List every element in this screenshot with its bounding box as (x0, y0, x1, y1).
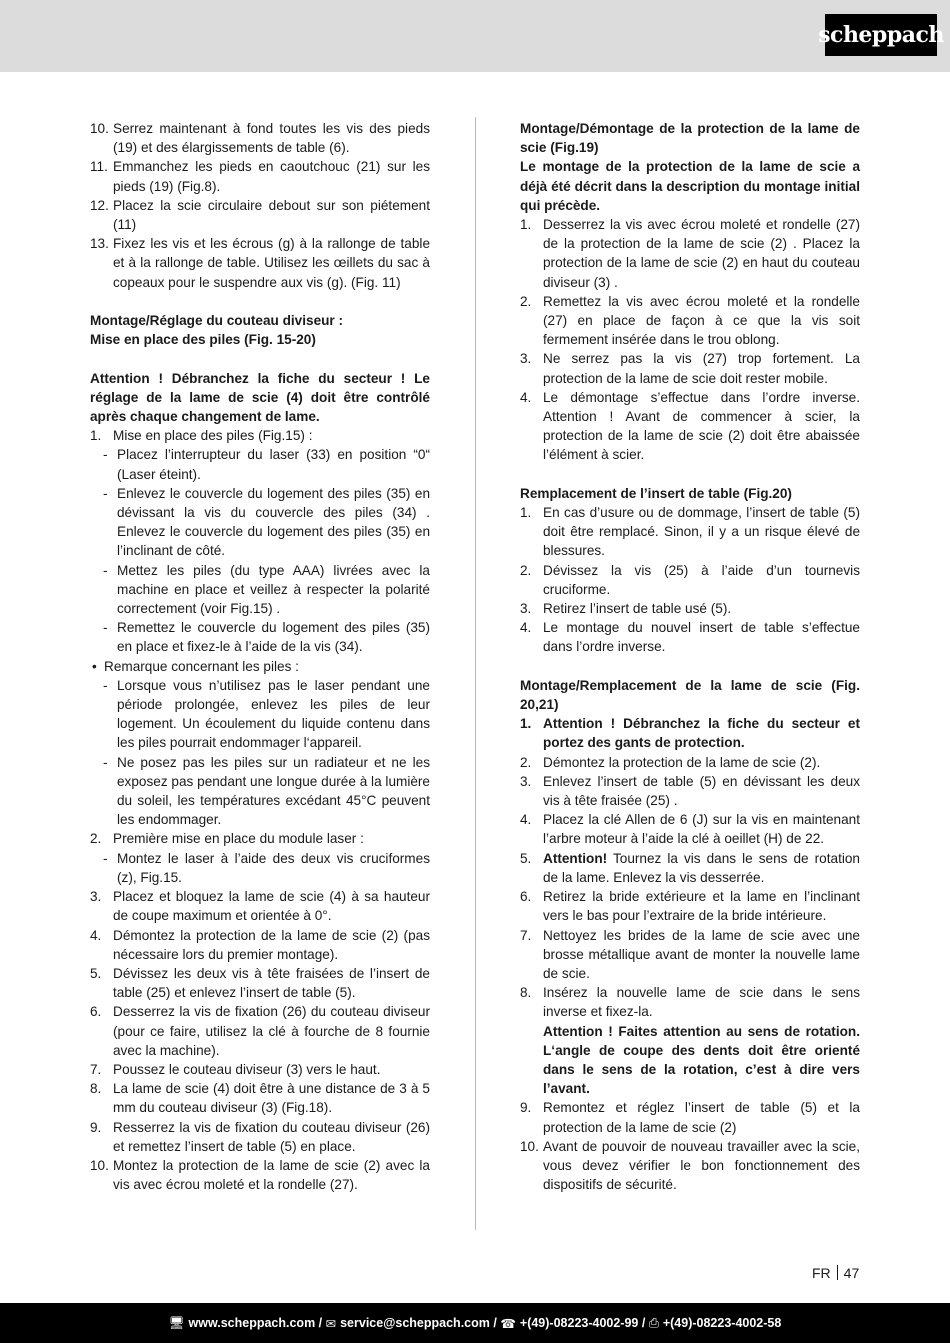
paragraph-gap (520, 657, 860, 676)
list-item-number: 4. (520, 812, 532, 828)
list-item (520, 772, 860, 810)
dash-item (90, 484, 430, 561)
dash-marker: - (103, 562, 108, 578)
list-item (520, 887, 860, 925)
list-item-text: Tournez la vis dans le sens de rotation de la lame. Enlevez la vis desserrée. (543, 850, 860, 885)
dash-marker: - (103, 620, 108, 636)
list-item-text: Démontez la protection de la lame de scie (2) (pas nécessaire lors du premier montage). (113, 927, 430, 962)
bullet-item (90, 657, 430, 676)
list-item (90, 1156, 430, 1194)
dash-item (90, 676, 430, 753)
right-column (520, 119, 860, 1194)
section-heading: Remplacement de l’insert de table (Fig.20) (520, 485, 792, 501)
list-item-number: 1. (520, 505, 532, 521)
list-item-number: 10. (90, 121, 109, 136)
list-item-text: Enlevez l’insert de table (5) en dévissant les deux vis à tête fraisée (25) . (543, 773, 860, 809)
list-item-number: 4. (520, 389, 532, 405)
dash-item (90, 445, 430, 483)
footer-phone: +(49)-08223-4002-99 / (519, 1316, 646, 1330)
list-item-text: Attention ! Débranchez la fiche du secteur et portez des gants de protection. (543, 716, 860, 751)
list-item (520, 292, 860, 350)
page-number (812, 1265, 859, 1281)
list-item-text: Ne serrez pas la vis (27) trop fortement. La protection de la lame de scie doit rester mobile. (543, 351, 860, 386)
list-item-number: 9. (520, 1100, 532, 1116)
footer-fax: +(49)-08223-4002-58 (662, 1316, 782, 1330)
dash-marker: - (103, 447, 108, 463)
dash-item-text: Remettez le couvercle du logement des piles (35) en place et fixez-le à l’aide de la vis (34). (117, 620, 430, 655)
list-item (520, 1137, 860, 1195)
list-item-number: 9. (90, 1119, 102, 1135)
section-heading: Montage/Remplacement de la lame de scie (Fig. 20,21) (520, 677, 860, 713)
footer-bar (0, 1303, 950, 1343)
list-item (90, 196, 430, 234)
section-heading: Le montage de la protection de la lame de scie a déjà été décrit dans la description du montage initial qui précède. (520, 159, 860, 213)
list-item-text: Retirez la bride extérieure et la lame en l’inclinant vers le bas pour l’extraire de la bride intérieure. (543, 889, 860, 924)
list-item-number: 5. (520, 850, 532, 866)
list-item (520, 926, 860, 984)
list-item (520, 618, 860, 656)
list-item (90, 426, 430, 445)
list-item-number: 1. (520, 716, 532, 732)
list-item-number: 12. (90, 197, 109, 213)
scheppach-logo: scheppach (825, 14, 937, 56)
list-item (520, 849, 860, 887)
list-item-text: Le montage du nouvel insert de table s’effectue dans l’ordre inverse. (543, 620, 860, 655)
list-item-text: Avant de pouvoir de nouveau travailler avec la scie, vous devez vérifier le bon fonctionnement des dispositifs de sécurité. (543, 1138, 860, 1193)
list-item-text: Retirez l’insert de table usé (5). (543, 601, 732, 617)
dash-item-text: Enlevez le couvercle du logement des piles (35) en dévissant la vis du couvercle des piles (34) . Enlevez le couvercle du logement des piles (35) en l’inclinant de côté. (117, 485, 430, 559)
list-item-text: Première mise en place du module laser : (113, 831, 364, 847)
list-item (520, 215, 860, 292)
list-item-text: Resserrez la vis de fixation du couteau diviseur (26) et remettez l’insert de table (5) en place. (113, 1119, 430, 1154)
list-item-text: Emmanchez les pieds en caoutchouc (21) sur les pieds (19) (Fig.8). (113, 159, 430, 194)
list-item-number: 2. (520, 293, 532, 309)
page-language: FR (812, 1265, 831, 1281)
list-item-number: 5. (90, 965, 102, 981)
column-divider (475, 117, 476, 1230)
dash-item-text: Ne posez pas les piles sur un radiateur et ne les exposez pas pendant une longue durée à la lumière du soleil, les températures excédant 45°C peuvent les endommager. (117, 754, 430, 828)
page-number-value: 47 (843, 1265, 860, 1281)
list-item-number: 8. (520, 985, 532, 1001)
dash-item-text: Placez l’interrupteur du laser (33) en position “0“ (Laser éteint). (117, 447, 430, 482)
list-item (90, 829, 430, 848)
list-item-text: Dévissez la vis (25) à l’aide d’un tournevis cruciforme. (543, 562, 860, 597)
dash-item (90, 849, 430, 887)
list-item (520, 983, 860, 1021)
list-item-text: Poussez le couteau diviseur (3) vers le haut. (113, 1061, 381, 1077)
dash-item-text: Mettez les piles (du type AAA) livrées avec la machine en place et veillez à respecter la polarité correctement (voir Fig.15) . (117, 562, 430, 617)
list-item (90, 1079, 430, 1117)
bullet-marker: • (92, 658, 97, 674)
page-number-separator (837, 1265, 838, 1280)
left-column (90, 119, 430, 1194)
list-item (520, 599, 860, 618)
dash-item-text: Lorsque vous n’utilisez pas le laser pendant une période prolongée, enlevez les piles de leur logement. Un écoulement du liquide contenu dans les piles pourrait endommager l‘appareil. (117, 677, 430, 751)
section-heading: Mise en place des piles (Fig. 15-20) (90, 332, 316, 348)
list-item-text: Insérez la nouvelle lame de scie dans le sens inverse et fixez-la. (543, 985, 860, 1020)
dash-marker: - (103, 485, 108, 501)
list-item-number: 10. (90, 1157, 109, 1173)
list-item-text: Placez la scie circulaire debout sur son piétement (11) (113, 197, 430, 233)
list-item-number: 8. (90, 1081, 102, 1097)
list-item (90, 234, 430, 292)
warning-note (520, 1022, 860, 1099)
list-item (520, 714, 860, 752)
list-item-number: 7. (90, 1061, 102, 1077)
list-item-number: 1. (90, 428, 102, 444)
list-item-text: Montez la protection de la lame de scie (2) avec la vis avec écrou moleté et la rondelle (27). (113, 1157, 430, 1193)
paragraph-gap (520, 465, 860, 484)
paragraph-gap (90, 292, 430, 311)
section-heading: Attention ! Débranchez la fiche du secteur ! Le réglage de la lame de scie (4) doit être contrôlé après chaque changement de lame. (90, 370, 430, 425)
list-item (90, 1002, 430, 1060)
footer-website[interactable]: www.scheppach.com / (188, 1316, 323, 1330)
list-item-text: Remontez et réglez l’insert de table (5) et la protection de la lame de scie (2) (543, 1100, 860, 1135)
list-item-text: Serrez maintenant à fond toutes les vis des pieds (19) et des élargissements de table (6). (113, 121, 430, 156)
list-item-text: Placez et bloquez la lame de scie (4) à sa hauteur de coupe maximum et orientée à 0°. (113, 889, 430, 924)
warning-note-text: Attention ! Faites attention au sens de rotation. L‘angle de coupe des dents doit être orienté dans le sens de la rotation, c’est à dire vers l’avant. (543, 1023, 860, 1097)
list-item-number: 2. (520, 562, 532, 578)
list-item (520, 810, 860, 848)
list-item-number: 13. (90, 236, 109, 252)
footer-email[interactable]: service@scheppach.com / (340, 1316, 497, 1330)
list-item (520, 388, 860, 465)
dash-item (90, 561, 430, 619)
section-heading: Montage/Démontage de la protection de la lame de scie (Fig.19) (520, 121, 860, 156)
list-item-text: Dévissez les deux vis à tête fraisées de l’insert de table (25) et enlevez l’insert de table (5). (113, 965, 430, 1001)
list-item-text: Desserrez la vis avec écrou moleté et rondelle (27) de la protection de la lame de scie (2) . Placez la protection de la lame de scie (2) en haut du couteau diviseur (3) . (543, 217, 860, 290)
list-item-text: Nettoyez les brides de la lame de scie avec une brosse métallique avant de monter la nouvelle lame de scie. (543, 927, 860, 981)
fax-icon: ⎙ (648, 1315, 659, 1330)
list-item-number: 6. (90, 1004, 102, 1020)
list-item-number: 3. (90, 889, 102, 905)
dash-item-text: Montez le laser à l’aide des deux vis cruciformes (z), Fig.15. (117, 850, 430, 885)
list-item (520, 349, 860, 387)
list-item-text: La lame de scie (4) doit être à une distance de 3 à 5 mm du couteau diviseur (3) (Fig.18). (113, 1081, 430, 1116)
mail-icon: ✉ (325, 1316, 337, 1331)
list-item-text: Fixez les vis et les écrous (g) à la rallonge de table et à la rallonge de table. Utilisez les œillets du sac à copeaux pour le suspendre aux vis (g). (Fig. 11) (113, 236, 430, 290)
list-item-number: 6. (520, 889, 532, 905)
list-item (90, 926, 430, 964)
list-item-number: 1. (520, 217, 532, 233)
list-item-text: Le démontage s’effectue dans l’ordre inverse. Attention ! Avant de commencer à scier, la protection de la lame de scie (2) doit être abaissée l’élément à scier. (543, 389, 860, 463)
list-item-number: 3. (520, 601, 532, 617)
header-bar (0, 0, 950, 72)
list-item-text: Démontez la protection de la lame de scie (2). (543, 754, 821, 770)
list-item-number: 3. (520, 351, 532, 367)
list-item (90, 1060, 430, 1079)
dash-marker: - (103, 677, 108, 693)
list-item (90, 157, 430, 195)
phone-icon: ☎ (500, 1316, 516, 1331)
list-item-text: Remettez la vis avec écrou moleté et la rondelle (27) en place de façon à ce que la vis soit fermement insérée dans le trou oblong. (543, 293, 860, 348)
list-item-number: 7. (520, 927, 532, 943)
list-item-number: 4. (90, 927, 102, 943)
dash-marker: - (103, 850, 108, 866)
list-item (520, 503, 860, 561)
list-item-number: 4. (520, 620, 532, 636)
dash-item (90, 753, 430, 830)
list-item-text: Mise en place des piles (Fig.15) : (113, 428, 313, 444)
list-item-number: 2. (90, 831, 102, 847)
list-item (520, 561, 860, 599)
list-item (90, 1118, 430, 1156)
list-item-number: 3. (520, 773, 532, 789)
list-item-text: En cas d’usure ou de dommage, l’insert de table (5) doit être remplacé. Sinon, il y a un risque élevé de blessures. (543, 505, 860, 559)
list-item-text: Placez la clé Allen de 6 (J) sur la vis en maintenant l’arbre moteur à l’aide la clé à oeillet (H) de 22. (543, 812, 860, 847)
computer-icon: 🖥 (168, 1315, 185, 1330)
list-item (90, 964, 430, 1002)
list-item-number: 11. (90, 159, 108, 175)
paragraph-gap (90, 349, 430, 368)
bullet-item-text: Remarque concernant les piles : (104, 658, 299, 674)
list-item (90, 887, 430, 925)
dash-item (90, 618, 430, 656)
list-item-text: Desserrez la vis de fixation (26) du couteau diviseur (pour ce faire, utilisez la clé à fourche de 8 fournie avec la machine). (113, 1004, 430, 1058)
list-item-emphasis: Attention! (543, 850, 608, 866)
list-item (520, 1098, 860, 1136)
list-item-number: 10. (520, 1138, 539, 1154)
list-item (520, 753, 860, 772)
list-item-number: 2. (520, 754, 532, 770)
list-item (90, 119, 430, 157)
dash-marker: - (103, 754, 108, 770)
section-heading: Montage/Réglage du couteau diviseur : (90, 313, 344, 329)
